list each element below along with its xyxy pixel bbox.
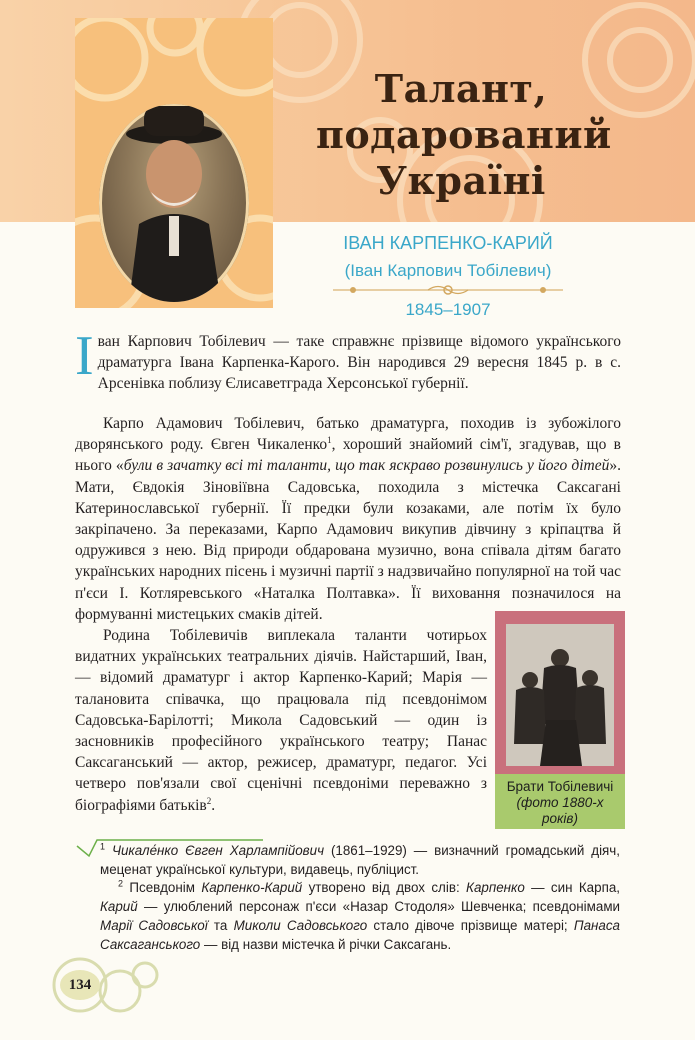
- paragraph-parents: [75, 413, 621, 625]
- paragraph-text: ван Карпович Тобілевич — таке справжнє прізвище відомого українського драматурга Івана Карпенка-Карого. Він народився 29 вересня 1845 р. в с. Арсенівка поблизу Єлисаветграда Херсонської губернії.: [97, 333, 621, 393]
- footnote-ref[interactable]: 1: [327, 435, 332, 446]
- portrait-frame: [75, 18, 273, 308]
- footnote-1: [100, 841, 620, 879]
- article-title: [316, 66, 612, 204]
- footnote-text: (1861–1929) — визначний громадський діяч, меценат української культури, видавець, публіцист.: [100, 843, 620, 877]
- paragraph-text: ». Мати, Євдокія Зіновіївна Садовська, походила з містечка Саксагані Катеринославської губернії. Її предки були козаками, але потім їх було закріпачено. За переказами, Карпо Адамович викупив дівчину з кріпацтва й одружився з нею. Від природи обдарована музично, вона співала дітям багато українських народних пісень і музичні партії з надзвичайно популярної на той час п'єси І. Котляревського «Наталка Полтавка». Її виховання позначилося на формуванні мистецьких смаків дітей.: [75, 457, 621, 623]
- paragraph-intro: [75, 325, 621, 395]
- page-number: 134: [60, 970, 100, 1000]
- photo-figure: [495, 611, 625, 829]
- footnote-text: стало дівоче прізвище матері;: [367, 918, 574, 933]
- caption-line: років): [542, 811, 578, 826]
- footnote-term: Марії Садовської: [100, 918, 208, 933]
- footnote-text: — від назви містечка й річки Саксагань.: [200, 937, 452, 952]
- title-line: подарований: [316, 112, 612, 157]
- author-real-name: (Іван Карпович Тобілевич): [344, 261, 552, 280]
- ornament-divider-icon: [333, 283, 563, 297]
- paragraph-text: , хороший знайомий сім'ї, згадував, що в нього «: [75, 436, 621, 475]
- quote-text: були в зачатку всі ті таланти, що так яскраво розвинулись у його дітей: [123, 457, 610, 475]
- footnote-number: 2: [118, 878, 124, 889]
- footnote-ref[interactable]: 2: [206, 795, 212, 806]
- footnote-name: Чикале́нко Євген Харлампійович: [111, 843, 325, 858]
- footnote-text: Псевдонім: [123, 880, 202, 895]
- caption-line: (фото 1880-х: [516, 795, 604, 810]
- footnote-term: Карпенко: [466, 880, 525, 895]
- footnote-2: [100, 878, 620, 954]
- footnote-term: Карпенко-Карий: [201, 880, 303, 895]
- footnote-term: Миколи Садовського: [233, 918, 368, 933]
- footnote-term: Карий: [100, 899, 138, 914]
- title-line: Україні: [376, 158, 546, 203]
- title-line: Талант,: [374, 66, 548, 111]
- brothers-photo: [506, 624, 614, 766]
- footnote-text: утворено від двох слів:: [302, 880, 467, 895]
- footnote-text: — улюблений персонаж п'єси «Назар Стодоля» Шевченка; псевдонімами: [137, 899, 620, 914]
- author-name: ІВАН КАРПЕНКО-КАРИЙ: [343, 233, 553, 253]
- footnote-term: Панаса Саксаганського: [100, 918, 620, 952]
- paragraph-text: Родина Тобілевичів виплекала таланти чотирьох видатних українських театральних діячів. Найстарший, Іван, — відомий драматург і актор Карпенко-Карий; Марія — талановита співачка, що працювала під псевдонімом Садовська-Барілотті; Микола Садовський — один із засновників професійного українського театру; Панас Саксаганський — актор, режисер, драматург, педагог. Усі четверо пов'язали свої сценічні псевдоніми переважно з біографіями батьків: [75, 627, 487, 814]
- footnote-text: — син Карпа,: [524, 880, 620, 895]
- paragraph-text: Карпо Адамович Тобілевич, батько драматурга, походив із зубожілого дворянського роду. Євген Чикаленко: [75, 415, 621, 454]
- paragraph-family: [75, 625, 487, 816]
- footnote-text: та: [207, 918, 234, 933]
- paragraph-text: .: [211, 796, 216, 814]
- caption-line: Брати Тобілевичі: [506, 779, 614, 794]
- portrait-image: [99, 104, 249, 302]
- drop-cap: І: [75, 325, 94, 387]
- author-years: 1845–1907: [405, 300, 491, 319]
- photo-caption: [495, 774, 625, 829]
- footnote-number: 1: [100, 841, 106, 852]
- group-photo-icon: [506, 624, 614, 766]
- man-in-hat-icon: [99, 104, 249, 302]
